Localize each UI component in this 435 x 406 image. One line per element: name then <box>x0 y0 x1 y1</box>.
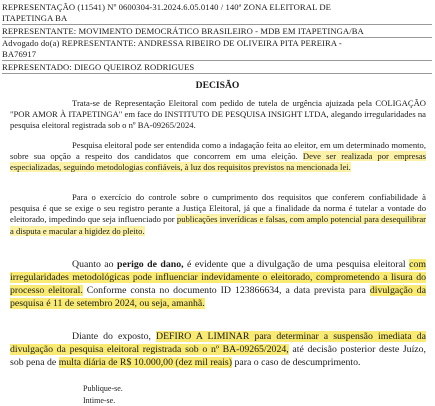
highlight-irregularities: com irregularidades metodológicas pode influenciar indevidamente o eleitorado, comprometendo a lisura do processo eleitoral. <box>10 259 426 297</box>
paragraph-danger <box>10 258 426 310</box>
header-court-line: ITAPETINGA BA <box>2 13 432 25</box>
paragraph-control-text: Para o exercício do controle sobre o cumprimento dos requisitos que conferem confiabilidade à pesquisa é que se exige o seu registro perante a Justiça Eleitoral, já que a finalidade da norma é tutelar a vontade do eleitorado, impedindo que seja influenciado por <box>10 192 426 225</box>
danger-mid2: Conforme consta no documento ID 123866634, a data prevista para <box>86 285 366 297</box>
header-case-line: REPRESENTAÇÃO (11541) Nº 0600304-31.2024.6.05.0140 / 140ª ZONA ELEITORAL DE <box>2 2 332 12</box>
ruling-end: para o caso de descumprimento. <box>234 357 361 369</box>
danger-lead: Quanto ao <box>72 259 114 270</box>
highlight-release-date: divulgação da pesquisa é 11 de setembro 2024, ou seja, amanhã. <box>10 285 427 310</box>
highlight-false-publications: publicações inverídicas e falsas, com amplo potencial para desequilibrar a disputa e macular a higidez do pleito. <box>10 214 427 236</box>
ruling-lead: Diante do exposto, <box>72 331 151 342</box>
footer-publish: Publique-se. <box>83 384 123 393</box>
header-representante: REPRESENTANTE: MOVIMENTO DEMOCRÁTICO BRASILEIRO - MDB EM ITAPETINGA/BA <box>2 26 432 38</box>
footer-notify: Intime-se. <box>83 396 116 405</box>
ruling-mid: até decisão posterior deste Juízo, sob pena de <box>10 344 426 369</box>
danger-bold: perigo de dano, <box>117 259 184 270</box>
page-title: DECISÃO <box>195 80 240 91</box>
paragraph-definition-text: Pesquisa eleitoral pode ser entendida como a indagação feita ao eleitor, em um determinado momento, sobre sua opção a respeito dos candidatos que concorrem em uma eleição. <box>10 140 426 162</box>
paragraph-intro <box>10 98 426 132</box>
highlight-injunction: DEFIRO A LIMINAR para determinar a suspensão imediata da divulgação da pesquisa eleitoral registrada sob o nº BA-09265/2024, <box>10 331 426 356</box>
header-advogado: Advogado do(a) REPRESENTANTE: ANDRESSA RIBEIRO DE OLIVEIRA PITA PEREIRA - <box>2 38 342 48</box>
paragraph-definition <box>10 140 426 174</box>
danger-mid: é evidente que a divulgação de uma pesquisa eleitoral <box>187 259 406 270</box>
header-representado: REPRESENTADO: DIEGO QUEIROZ RODRIGUES <box>2 62 432 74</box>
header-oab: BA76917 <box>2 49 432 61</box>
highlight-requirements: Deve ser realizada por empresas especializadas, seguindo metodologias confiáveis, à luz dos requisitos previstos na mencionada lei. <box>10 151 426 173</box>
paragraph-ruling <box>10 330 426 369</box>
paragraph-control <box>10 192 426 237</box>
paragraph-intro-text: Trata-se de Representação Eleitoral com pedido de tutela de urgência ajuizada pela COLIGAÇÃO "POR AMOR À ITAPETINGA" em face do INSTITUTO DE PESQUISA INSIGHT LTDA, alegando irregularidades na pesquisa eleitoral registrada sob o nº BA-09265/2024. <box>10 98 426 131</box>
highlight-fine: multa diária de R$ 10.000,00 (dez mil reais) <box>58 357 233 369</box>
